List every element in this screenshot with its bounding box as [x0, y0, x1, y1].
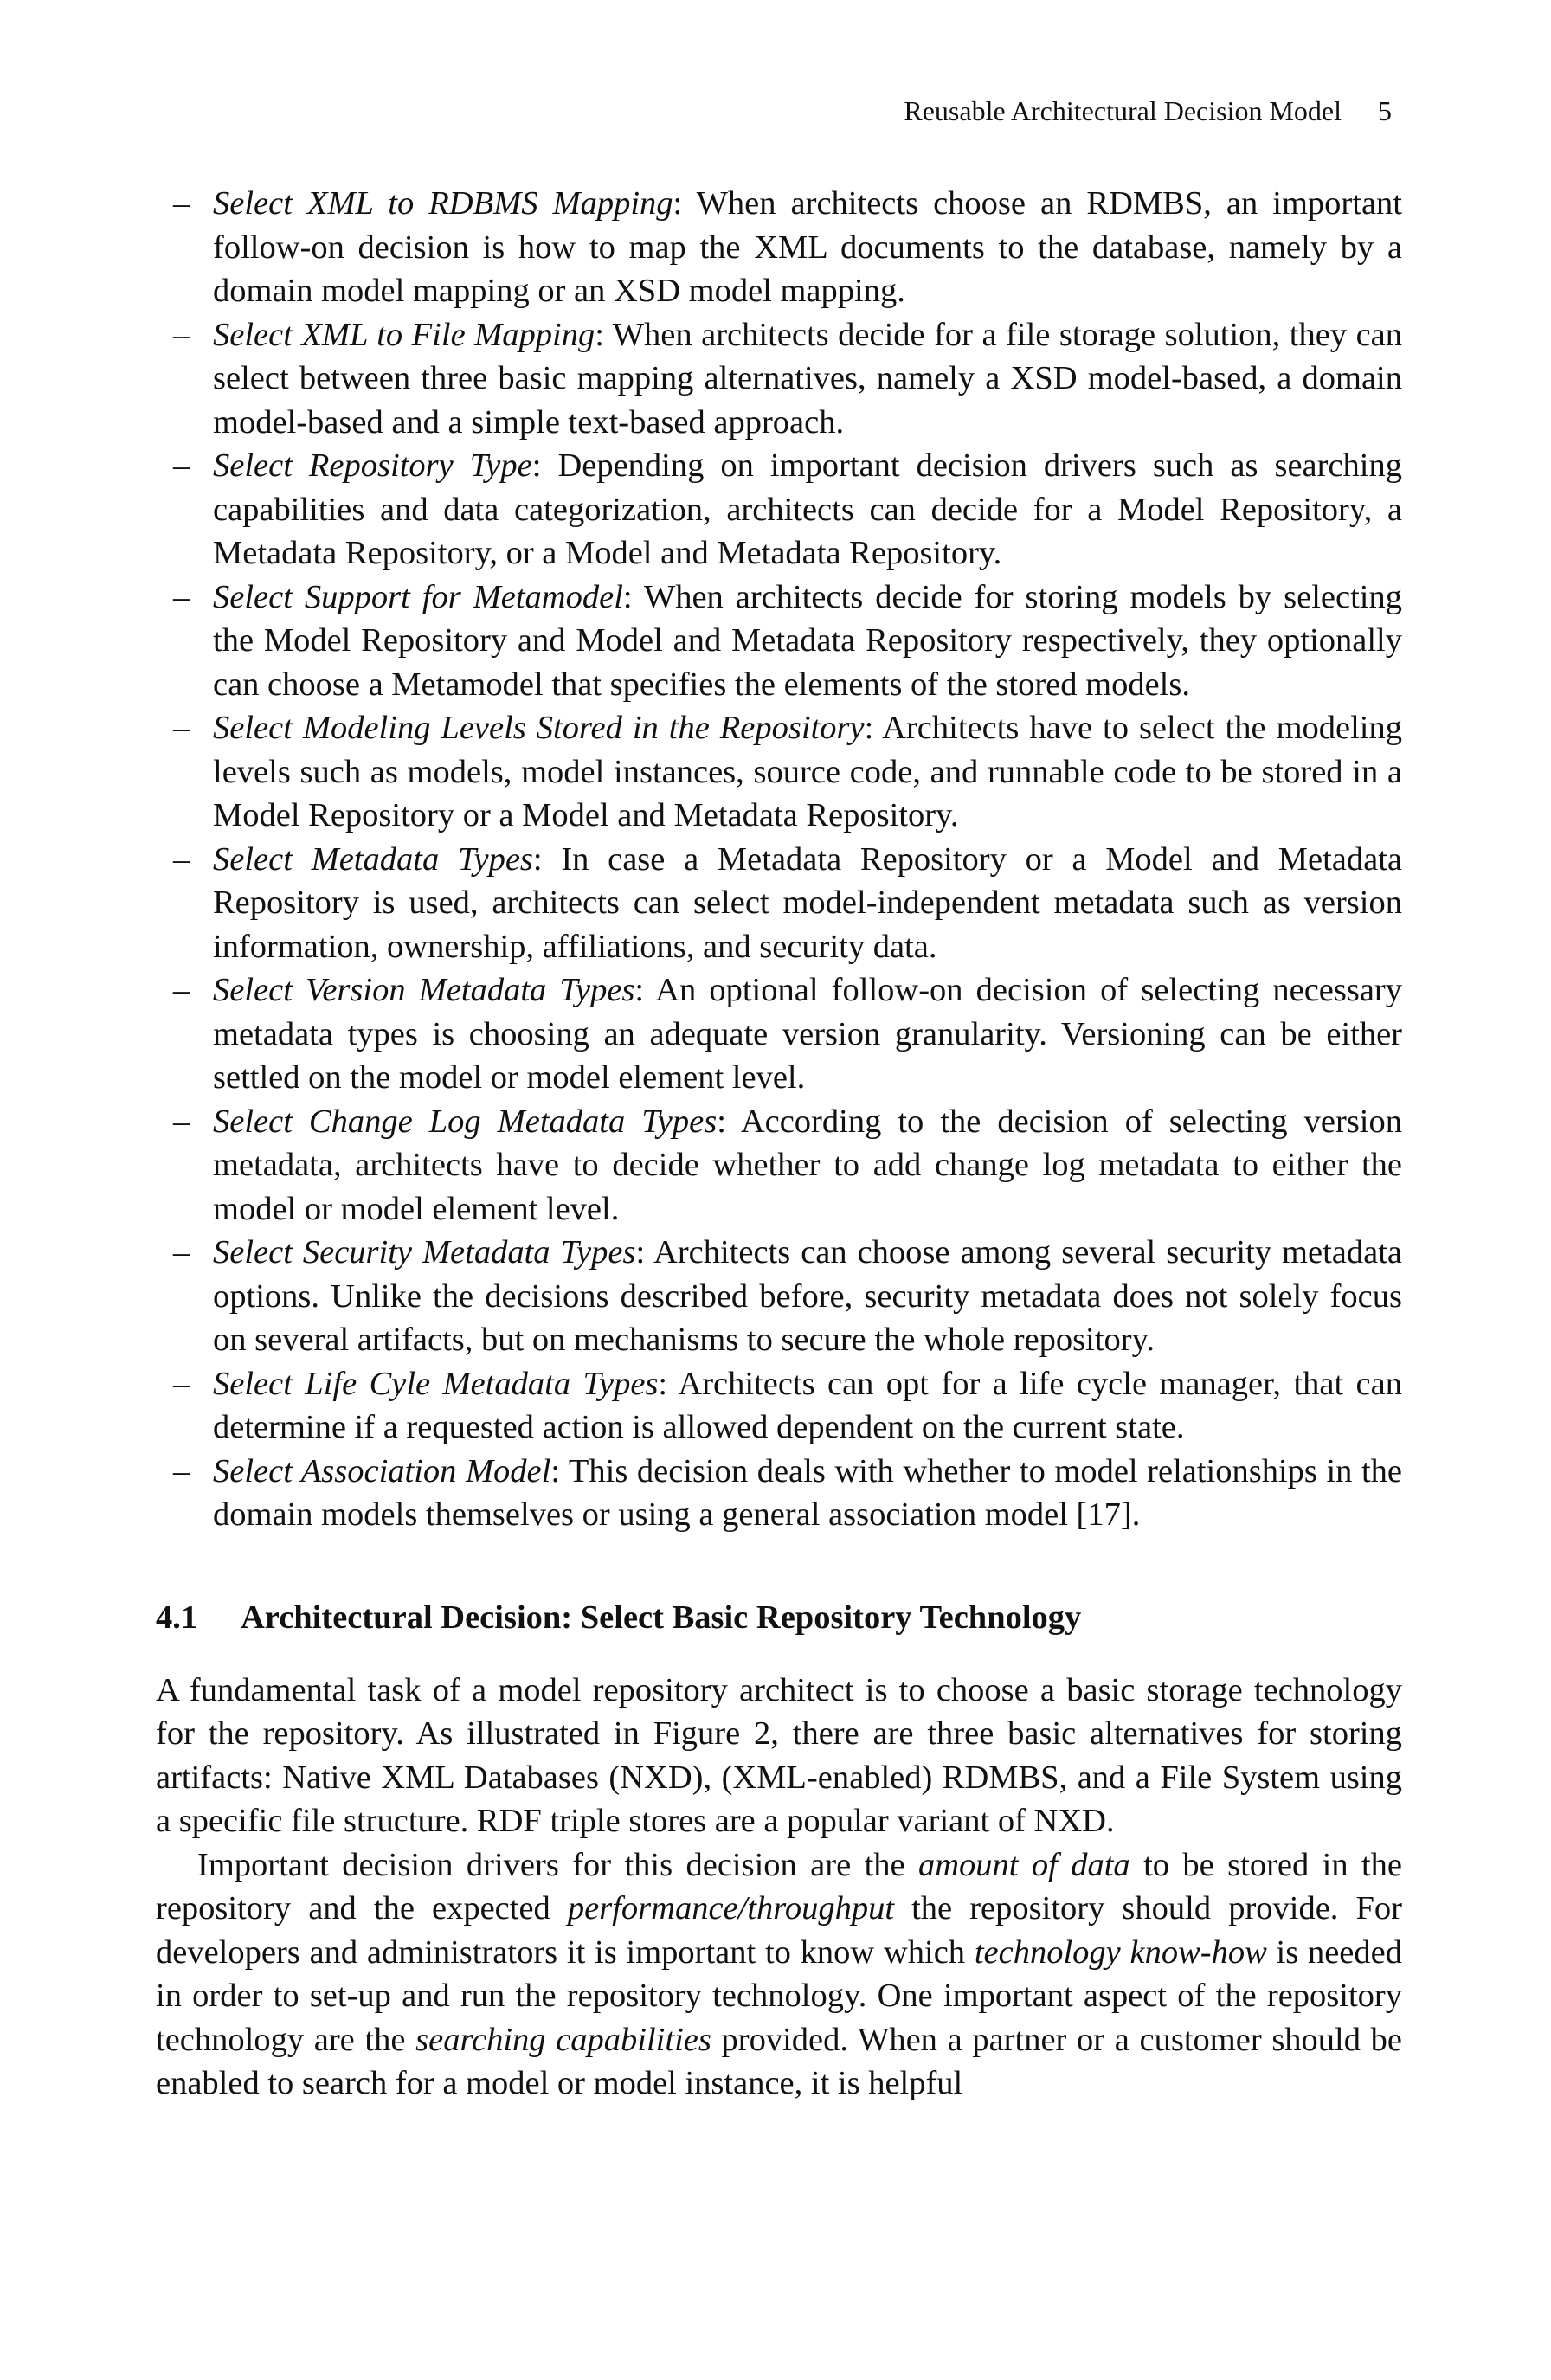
- decision-term: Select Life Cyle Metadata Types: [213, 1365, 659, 1402]
- decision-text: According to the decision of selecting version metadata, architects have to decide whether to add change log metadata to either the model or model element level.: [213, 1103, 1403, 1227]
- decision-text: When architects decide for a file storage solution, they can select between three basic mapping alternatives, namely a XSD model-based, a domain model-based and a simple text-based approach.: [213, 316, 1402, 441]
- decision-text: Depending on important decision drivers such as searching capabilities and data categorization, architects can decide for a Model Repository, a Metadata Repository, or a Model and Metadata Repository.: [213, 447, 1402, 571]
- decision-text: Architects can opt for a life cycle manager, that can determine if a requested action is allowed dependent on the current state.: [213, 1365, 1402, 1445]
- decision-term: Select Version Metadata Types: [213, 972, 635, 1008]
- list-item: – Select XML to RDBMS Mapping: When architects choose an RDMBS, an important follow-on decision is how to map the XML documents to the database, namely by a domain model mapping or an XSD model mapping.: [173, 185, 1402, 309]
- section-title: Architectural Decision: Select Basic Repository Technology: [241, 1598, 1082, 1636]
- decision-text: Architects have to select the modeling levels such as models, model instances, source code, and runnable code to be stored in a Model Repository or a Model and Metadata Repository.: [213, 710, 1403, 833]
- decision-text: An optional follow-on decision of selecting necessary metadata types is choosing an adequate version granularity. Versioning can be either settled on the model or model element level.: [213, 972, 1402, 1096]
- decision-term: Select Association Model: [213, 1452, 551, 1489]
- decision-term: Select Metadata Types: [213, 840, 533, 878]
- section-number: 4.1: [156, 1598, 198, 1636]
- running-title: Reusable Architectural Decision Model: [904, 95, 1342, 126]
- decision-list: [156, 182, 1402, 1537]
- decision-term: Select Change Log Metadata Types: [213, 1103, 718, 1140]
- decision-text: In case a Metadata Repository or a Model and Metadata Repository is used, architects can select model-independent metadata such as version information, ownership, affiliations, and security data.: [213, 840, 1402, 965]
- decision-text: Architects can choose among several security metadata options. Unlike the decisions described before, security metadata does not solely focus on several artifacts, but on mechanisms to secure the whole repository.: [213, 1234, 1402, 1358]
- list-item: – Select Repository Type: Depending on important decision drivers such as searching capabilities and data categorization, architects can decide for a Model Repository, a Metadata Repository, or a Model and Metadata Repository.: [173, 447, 1402, 571]
- section-heading: [156, 1596, 1402, 1639]
- paragraph: A fundamental task of a model repository architect is to choose a basic storage technology for the repository. As illustrated in Figure 2, there are three basic alternatives for storing artifacts: Native XML Databases (NXD), (XML-enabled) RDMBS, and a File System using a specific file structure. RDF triple stores are a popular variant of NXD.: [156, 1671, 1402, 1839]
- decision-text: When architects decide for storing models by selecting the Model Repository and Model and Metadata Repository respectively, they optionally can choose a Metamodel that specifies the elements of the stored models.: [213, 578, 1402, 703]
- list-item: – Select Support for Metamodel: When architects decide for storing models by selecting the Model Repository and Model and Metadata Repository respectively, they optionally can choose a Metamodel that specifies the elements of the stored models.: [173, 578, 1402, 703]
- decision-term: Select Modeling Levels Stored in the Repository: [213, 710, 865, 746]
- page-number: 5: [1378, 95, 1392, 126]
- list-item: – Select Security Metadata Types: Architects can choose among several security metadata options. Unlike the decisions described before, security metadata does not solely focus on several artifacts, but on mechanisms to secure the whole repository.: [173, 1234, 1402, 1358]
- decision-term: Select Repository Type: [213, 447, 532, 484]
- emphasis: amount of data: [918, 1846, 1130, 1883]
- emphasis: technology know-how: [974, 1933, 1267, 1971]
- body-content: [156, 182, 1402, 2106]
- emphasis: searching capabilities: [415, 2021, 711, 2058]
- list-item: – Select Association Model: This decision deals with whether to model relationships in the domain models themselves or using a general association model [17].: [173, 1452, 1402, 1533]
- list-item: – Select Life Cyle Metadata Types: Architects can opt for a life cycle manager, that can determine if a requested action is allowed dependent on the current state.: [173, 1365, 1402, 1445]
- decision-text: When architects choose an RDMBS, an important follow-on decision is how to map the XML documents to the database, namely by a domain model mapping or an XSD model mapping.: [213, 185, 1402, 309]
- decision-term: Select XML to RDBMS Mapping: [213, 185, 673, 222]
- emphasis: performance/throughput: [567, 1890, 895, 1927]
- list-item: – Select Version Metadata Types: An optional follow-on decision of selecting necessary metadata types is choosing an adequate version granularity. Versioning can be either settled on the model or model element level.: [173, 972, 1402, 1096]
- list-item: – Select Metadata Types: In case a Metadata Repository or a Model and Metadata Repository is used, architects can select model-independent metadata such as version information, ownership, affiliations, and security data.: [173, 840, 1402, 965]
- decision-term: Select Security Metadata Types: [213, 1234, 636, 1270]
- decision-term: Select XML to File Mapping: [213, 316, 595, 353]
- list-item: – Select XML to File Mapping: When architects decide for a file storage solution, they can select between three basic mapping alternatives, namely a XSD model-based, a domain model-based and a simple text-based approach.: [173, 316, 1402, 441]
- paragraph: Important decision drivers for this decision are the amount of data to be stored in the repository and the expected performance/throughput the repository should provide. For developers and administrators it is important to know which technology know-how is needed in order to set-up and run the repository technology. One important aspect of the repository technology are the searching capabilities provided. When a partner or a customer should be enabled to search for a model or model instance, it is helpful: [156, 1846, 1402, 2101]
- decision-term: Select Support for Metamodel: [213, 578, 623, 615]
- running-header: [0, 93, 1392, 128]
- list-item: – Select Change Log Metadata Types: According to the decision of selecting version metadata, architects have to decide whether to add change log metadata to either the model or model element level.: [173, 1103, 1403, 1227]
- decision-text: This decision deals with whether to model relationships in the domain models themselves or using a general association model [17].: [213, 1452, 1402, 1533]
- list-item: – Select Modeling Levels Stored in the Repository: Architects have to select the modeling levels such as models, model instances, source code, and runnable code to be stored in a Model Repository or a Model and Metadata Repository.: [173, 710, 1403, 833]
